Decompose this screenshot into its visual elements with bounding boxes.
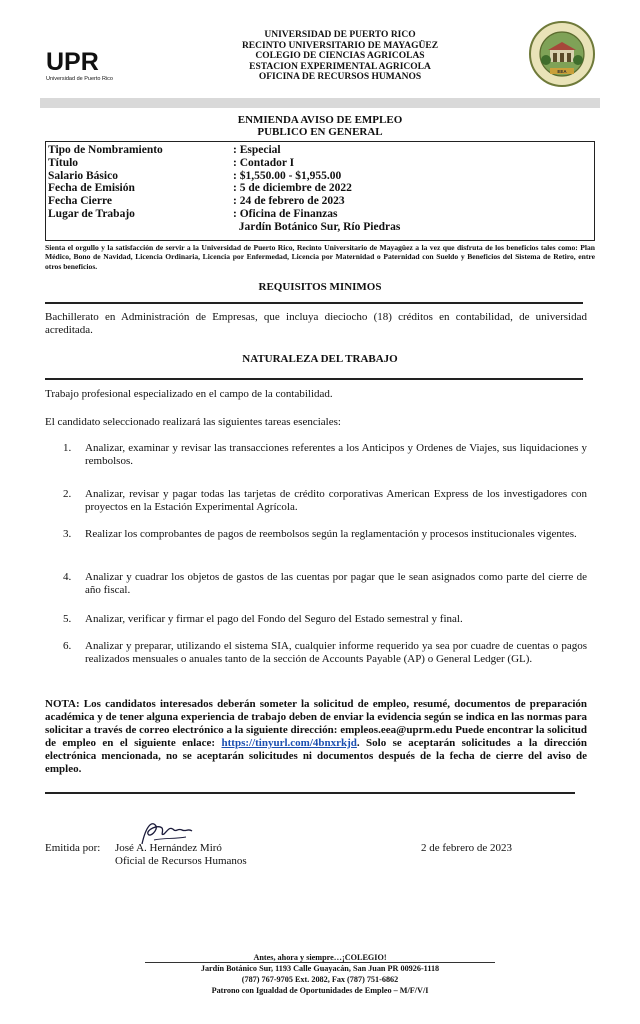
task-item — [63, 442, 587, 488]
info-key: Fecha Cierre — [48, 195, 112, 208]
institution-header — [180, 30, 500, 83]
title-line-2: PUBLICO EN GENERAL — [257, 126, 383, 138]
info-value: : Contador I — [233, 156, 295, 169]
info-row — [48, 157, 592, 170]
task-text: Analizar y cuadrar los objetos de gastos de las cuentas por pagar que le sean asignados como parte del cierre de año fiscal. — [85, 571, 587, 596]
header-line: COLEGIO DE CIENCIAS AGRICOLAS — [255, 51, 425, 62]
info-value: : 24 de febrero de 2023 — [233, 195, 345, 208]
task-text: Analizar, revisar y pagar todas las tarjetas de crédito corporativas American Express de los investigadores con proyectos en la Estación Experimental Agrícola. — [85, 488, 587, 513]
job-info-box — [45, 141, 595, 241]
section-divider — [45, 302, 583, 304]
info-key: Lugar de Trabajo — [48, 207, 135, 220]
task-number: 6. — [63, 640, 72, 652]
footer-motto: Antes, ahora y siempre…¡COLEGIO! — [253, 953, 387, 962]
task-text: Analizar, verificar y firmar el pago del Fondo del Seguro del Estado semestral y final. — [85, 613, 463, 625]
task-item — [63, 571, 587, 613]
benefits-text: Sienta el orgullo y la satisfacción de servir a la Universidad de Puerto Rico, Recinto Universitario de Mayagüez a la vez que disfruta de los beneficios tales como: Plan Médico, Bono de Navidad, Licencia Ordinaria, Licencia por Enfermedad, Licencia por Maternidad o Paternidad con Sueldo y Beneficios del Sistema de Retiro, entre otros beneficios. — [45, 243, 595, 271]
issue-date: 2 de febrero de 2023 — [421, 842, 513, 854]
title-line-1: ENMIENDA AVISO DE EMPLEO — [237, 114, 403, 126]
nature-lead: El candidato seleccionado realizará las siguientes tareas esenciales: — [45, 416, 341, 428]
info-value: : $1,550.00 - $1,955.00 — [233, 169, 342, 182]
footer-equal-opportunity: Patrono con Igualdad de Oportunidades de Empleo – M/F/V/I — [211, 986, 429, 995]
requirements-text: Bachillerato en Administración de Empresas, que incluya dieciocho (18) créditos en contabilidad, de universidad acreditada. — [45, 311, 587, 336]
note-text: Puede encontrar la solicitud de empleo en el siguiente enlace: — [45, 724, 588, 749]
info-value: Jardín Botánico Sur, Río Piedras — [233, 220, 401, 233]
signer-role: Oficial de Recursos Humanos — [115, 855, 247, 867]
issued-by-label: Emitida por: — [45, 842, 101, 854]
task-number: 2. — [63, 488, 72, 500]
task-text: Realizar los comprobantes de pagos de reembolsos según la reglamentación y procesos institucionales vigentes. — [85, 528, 577, 540]
info-value: : 5 de diciembre de 2022 — [233, 182, 352, 195]
eea-seal-icon — [528, 20, 596, 88]
info-key: Salario Básico — [48, 169, 118, 182]
contact-email[interactable]: empleos.eea@uprm.edu — [340, 724, 453, 736]
info-value: : Oficina de Finanzas — [233, 207, 338, 220]
application-note — [45, 698, 587, 776]
notice-title — [40, 114, 600, 138]
tasks-list — [63, 442, 587, 666]
info-key: Título — [48, 156, 79, 169]
nature-intro: Trabajo profesional especializado en el campo de la contabilidad. — [45, 388, 333, 400]
note-text: NOTA: Los candidatos interesados deberán someter la solicitud de empleo, resumé, documentos de preparación académica y de tener alguna experiencia de trabajo deben de enviar la evidencia según se indica en las normas para solicitar a través de correo electrónico a la siguiente dirección: — [45, 698, 587, 736]
signer-name: José A. Hernández Miró — [115, 842, 222, 854]
task-number: 5. — [63, 613, 72, 625]
info-row — [48, 182, 592, 195]
application-link[interactable]: https://tinyurl.com/4bnxrkjd — [221, 737, 357, 749]
info-row — [48, 144, 592, 157]
info-row — [48, 195, 592, 208]
footer-address: Jardín Botánico Sur, 1193 Calle Guayacán, San Juan PR 00926-1118 — [200, 964, 440, 973]
info-key — [48, 221, 233, 234]
info-row — [48, 221, 592, 234]
footer-phone: (787) 767-9705 Ext. 2082, Fax (787) 751-6862 — [241, 975, 399, 984]
section-divider — [45, 792, 575, 794]
requirements-title: REQUISITOS MINIMOS — [258, 281, 382, 293]
task-text: Analizar, examinar y revisar las transacciones referentes a los Anticipos y Ordenes de Viajes, sus liquidaciones y rembolsos. — [85, 442, 587, 467]
logo-caption: Universidad de Puerto Rico — [46, 76, 113, 82]
task-number: 1. — [63, 442, 72, 454]
info-row — [48, 170, 592, 183]
task-number: 3. — [63, 528, 72, 540]
task-item — [63, 640, 587, 666]
info-key: Tipo de Nombramiento — [48, 144, 163, 156]
upr-logo — [46, 50, 126, 84]
header-line: UNIVERSIDAD DE PUERTO RICO — [264, 30, 416, 40]
header-line: ESTACION EXPERIMENTAL AGRICOLA — [249, 61, 431, 72]
note-text: . Solo se aceptarán solicitudes a la dirección electrónica mencionada, no se aceptarán solicitudes ni documentos después de la fecha de cierre del aviso de empleo. — [45, 737, 587, 775]
seal-bottom-text: EEA — [557, 69, 567, 74]
header-line: RECINTO UNIVERSITARIO DE MAYAGÜEZ — [241, 40, 439, 51]
header-line: OFICINA DE RECURSOS HUMANOS — [258, 72, 422, 83]
section-divider — [45, 378, 583, 380]
nature-title: NATURALEZA DEL TRABAJO — [242, 353, 398, 365]
info-value: : Especial — [233, 144, 281, 156]
task-item — [63, 528, 587, 571]
header-divider — [40, 98, 600, 108]
info-key: Fecha de Emisión — [48, 182, 135, 195]
task-item — [63, 613, 587, 640]
task-item — [63, 488, 587, 528]
logo-wordmark: UPR — [46, 48, 99, 76]
info-row — [48, 208, 592, 221]
page-footer — [140, 952, 500, 996]
task-number: 4. — [63, 571, 72, 583]
task-text: Analizar y preparar, utilizando el sistema SIA, cualquier informe requerido ya sea por cuadre de cuentas o pagos realizados mensuales o anuales tanto de la sección de Accounts Payable (AP) o General Ledger (GL). — [85, 640, 587, 665]
footer-divider — [145, 962, 495, 963]
